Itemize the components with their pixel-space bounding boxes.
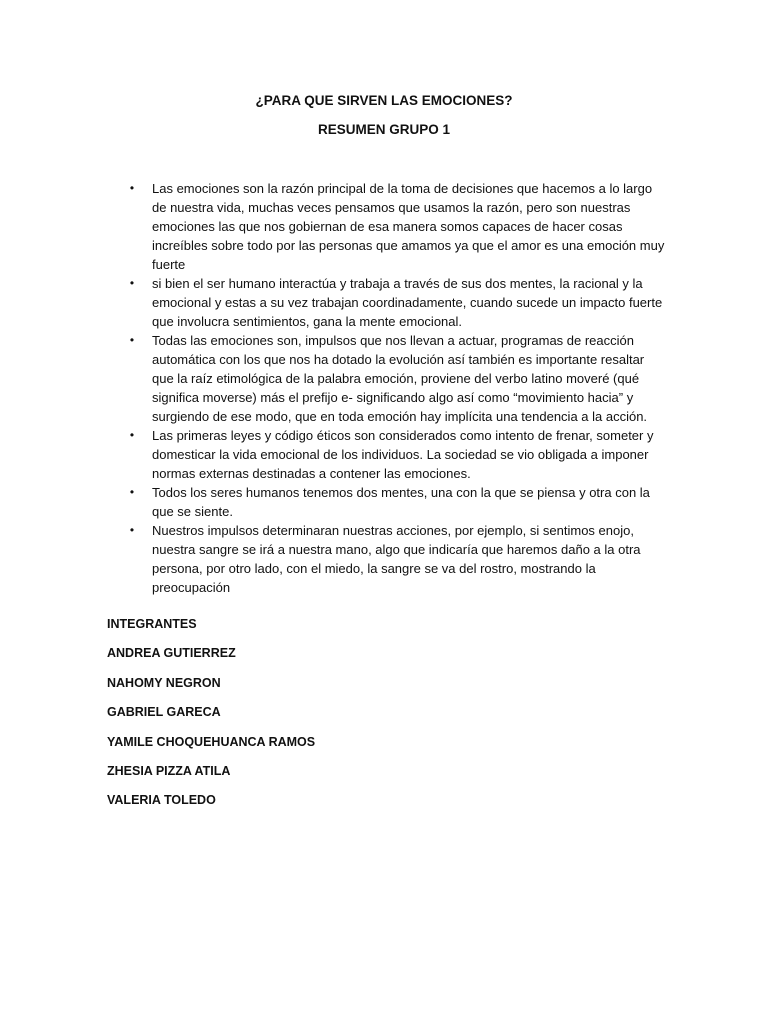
bullet-icon: • xyxy=(129,333,135,347)
list-item xyxy=(126,521,666,597)
members-heading: INTEGRANTES xyxy=(107,617,197,631)
member-name: ZHESIA PIZZA ATILA xyxy=(107,763,231,778)
list-item xyxy=(126,274,666,331)
member-name: ANDREA GUTIERREZ xyxy=(107,646,236,661)
bullet-icon: • xyxy=(129,428,135,442)
summary-bullet-list xyxy=(126,179,666,597)
member-name: NAHOMY NEGRON xyxy=(107,675,221,690)
list-item xyxy=(126,426,666,483)
bullet-text: Nuestros impulsos determinaran nuestras acciones, por ejemplo, si sentimos enojo, nuestra sangre se irá a nuestra mano, algo que indicaría que haremos daño a la otra persona, por otro lado, con el miedo, la sangre se va del rostro, mostrando la preocupación xyxy=(152,523,641,595)
members-section xyxy=(107,615,315,821)
bullet-text: Las primeras leyes y código éticos son considerados como intento de frenar, someter y domesticar la vida emocional de los individuos. La sociedad se vio obligada a imponer normas externas destinadas a contener las emociones. xyxy=(152,428,654,481)
bullet-text: Todos los seres humanos tenemos dos mentes, una con la que se piensa y otra con la que se siente. xyxy=(152,485,650,519)
document-title: ¿PARA QUE SIRVEN LAS EMOCIONES? xyxy=(255,93,513,108)
member-name: YAMILE CHOQUEHUANCA RAMOS xyxy=(107,734,316,749)
bullet-icon: • xyxy=(129,181,135,195)
bullet-text: Las emociones son la razón principal de la toma de decisiones que hacemos a lo largo de nuestra vida, muchas veces pensamos que usamos la razón, pero son nuestras emociones las que nos gobiernan de esa manera somos capaces de hacer cosas increíbles sobre todo por las personas que amamos ya que el amor es una emoción muy fuerte xyxy=(152,181,665,272)
member-name: GABRIEL GARECA xyxy=(107,705,221,720)
list-item xyxy=(126,331,666,426)
member-name: VALERIA TOLEDO xyxy=(107,793,216,808)
bullet-text: Todas las emociones son, impulsos que nos llevan a actuar, programas de reacción automática con los que nos ha dotado la evolución así también es importante resaltar que la raíz etimológica de la palabra emoción, proviene del verbo latino moveré (qué significa moverse) más el prefijo e- significando algo así como “movimiento hacia” y surgiendo de ese modo, que en toda emoción hay implícita una tendencia a la acción. xyxy=(152,333,648,424)
bullet-icon: • xyxy=(129,523,135,537)
list-item xyxy=(126,179,666,274)
document-subtitle: RESUMEN GRUPO 1 xyxy=(317,122,451,137)
bullet-icon: • xyxy=(129,276,135,290)
bullet-text: si bien el ser humano interactúa y trabaja a través de sus dos mentes, la racional y la emocional y estas a su vez trabajan coordinadamente, cuando sucede un impacto fuerte que involucra sentimientos, gana la mente emocional. xyxy=(152,276,663,329)
list-item xyxy=(126,483,666,521)
bullet-icon: • xyxy=(129,485,135,499)
